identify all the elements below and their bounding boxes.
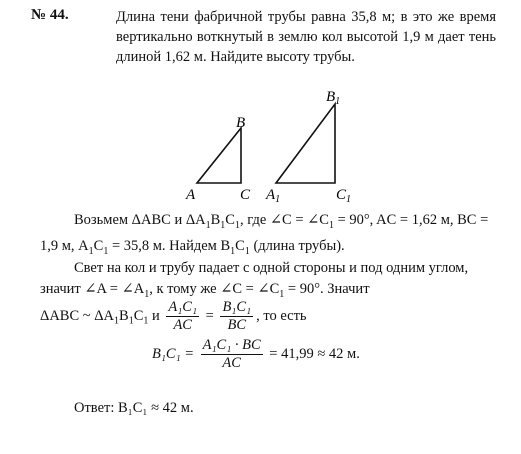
problem-number: № 44. (31, 7, 69, 23)
problem-text: Длина тени фабричной трубы равна 35,8 м; в это же время вертикально воткнутый в землю кол высотой 1,9 м дает тень длиной 1,62 м. Найдите высоту трубы. (116, 9, 496, 65)
label-b1: $B_1$ (326, 89, 341, 107)
label-a1: $A_1$ (266, 187, 281, 205)
ratio-fraction-1: $\frac{\text{A₁C₁}}{AC}$ (168, 299, 198, 333)
label-a: A (186, 187, 196, 203)
ratio-fraction-2: $\frac{\text{B₁C₁}}{BC}$ (222, 299, 252, 333)
triangle-abc (197, 128, 241, 183)
solution-given: Возьмем ΔABC и $\Delta A_1B_1C_1$, где ∠C = $\angle C_1 = 90^\circ$, AC = 1,62 м, BC = 1,9 м, $A_1C_1 = 35,8$ м. Найдем $B_1C_1$ (длина трубы). (40, 212, 489, 257)
label-c: C (240, 187, 251, 203)
formula-fraction: $\frac{\text{A₁C₁ · BC}}{AC}$ (202, 337, 261, 371)
solution-reasoning: Свет на кол и трубу падает с одной стороны и под одним углом, значит ∠A = $\angle A_1$, к тому же ∠C = $\angle C_1 = 90^\circ$. Значит (40, 260, 469, 300)
height-formula: B₁C₁ = $\frac{\text{A₁C₁ · BC}}{AC}$ = 41,99 ≈ 42 м. (152, 337, 360, 371)
similarity-statement: ΔABC ~ $\Delta A_1B_1C_1$ и $\frac{\text{A₁C₁}}{AC}$ = $\frac{\text{B₁C₁}}{BC}$ , то есть (40, 299, 307, 333)
answer: Ответ: B₁C₁ ≈ 42 м. (74, 400, 194, 416)
triangle-a1b1c1 (276, 104, 335, 183)
label-c1: $C_1$ (336, 187, 352, 205)
label-b: B (236, 115, 246, 131)
